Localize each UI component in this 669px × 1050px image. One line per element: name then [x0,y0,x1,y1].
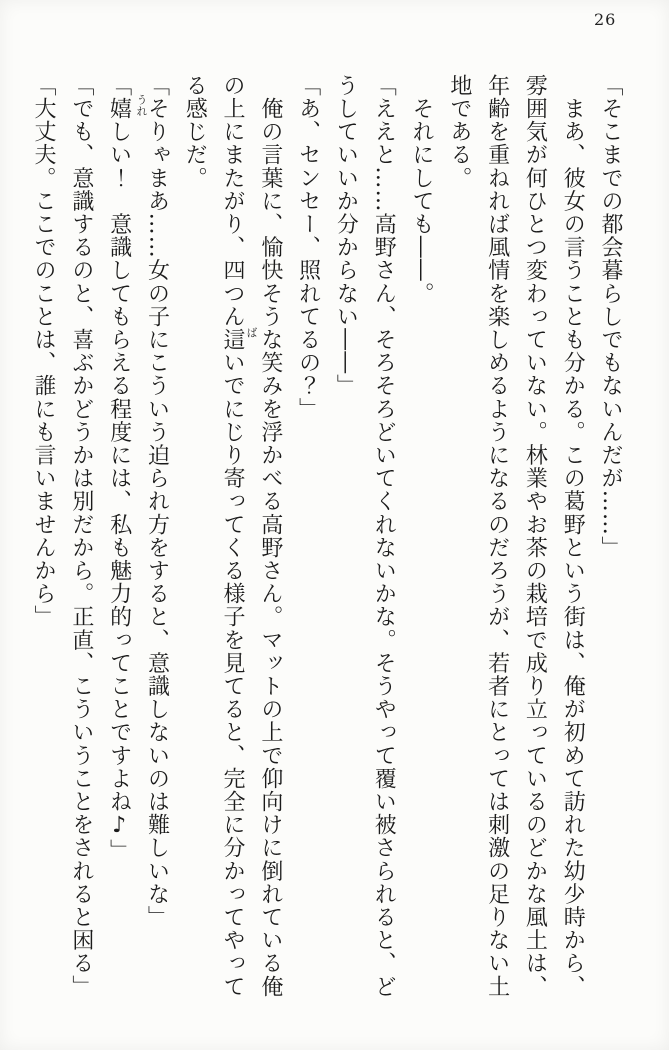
narrative-line: 雰囲気が何ひとつ変わっていない。林業やお茶の栽培で成り立っているのどかな風土は、 [522,74,548,998]
narrative-line: る感じだ。 [182,74,208,190]
narrative-line: まあ、彼女の言うことも分かる。この葛野という街は、俺が初めて訪れた幼少時から、 [560,74,586,998]
narrative-line: 地である。 [446,74,472,190]
dialogue-line: 「大丈夫。ここでのことは、誰にも言いませんから」 [31,74,57,629]
narrative-line: 年齢を重ねれば風情を楽しめるようになるのだろうが、若者にとっては刺激の足りない土 [484,74,510,998]
dialogue-line: 「ええと……高野さん、そろそろどいてくれないかな。そうやって覆い被さられると、ど [371,74,397,998]
dialogue-line: 「そりゃまあ……女の子にこういう迫られ方をすると、意識しないのは難しいな」 [144,74,170,929]
narrative-line: の上にまたがり、四つん這いでにじり寄ってくる様子を見てると、完全に分かってやって [220,74,246,998]
furigana-ure: うれ [135,94,148,117]
dialogue-line: 「あ、センセー、照れてるの？」 [295,74,321,421]
narrative-line: 俺の言葉に、愉快そうな笑みを浮かべる高野さん。マットの上で仰向けに倒れている俺 [257,74,283,998]
text-block [24,74,629,1024]
page-number: 26 [594,10,617,29]
dialogue-line: うしていいか分からない――」 [333,74,359,398]
furigana-ba: ば [245,327,258,339]
dialogue-line: 「そこまでの都会暮らしでもないんだが……」 [598,74,623,560]
dialogue-line: 「でも、意識するのと、喜ぶかどうかは別だから。正直、こういうことをされると困る」 [68,74,94,998]
narrative-line: それにしても――。 [409,74,435,305]
dialogue-line: 「嬉しい！ 意識してもらえる程度には、私も魅力的ってことですよね♪」 [106,74,132,863]
